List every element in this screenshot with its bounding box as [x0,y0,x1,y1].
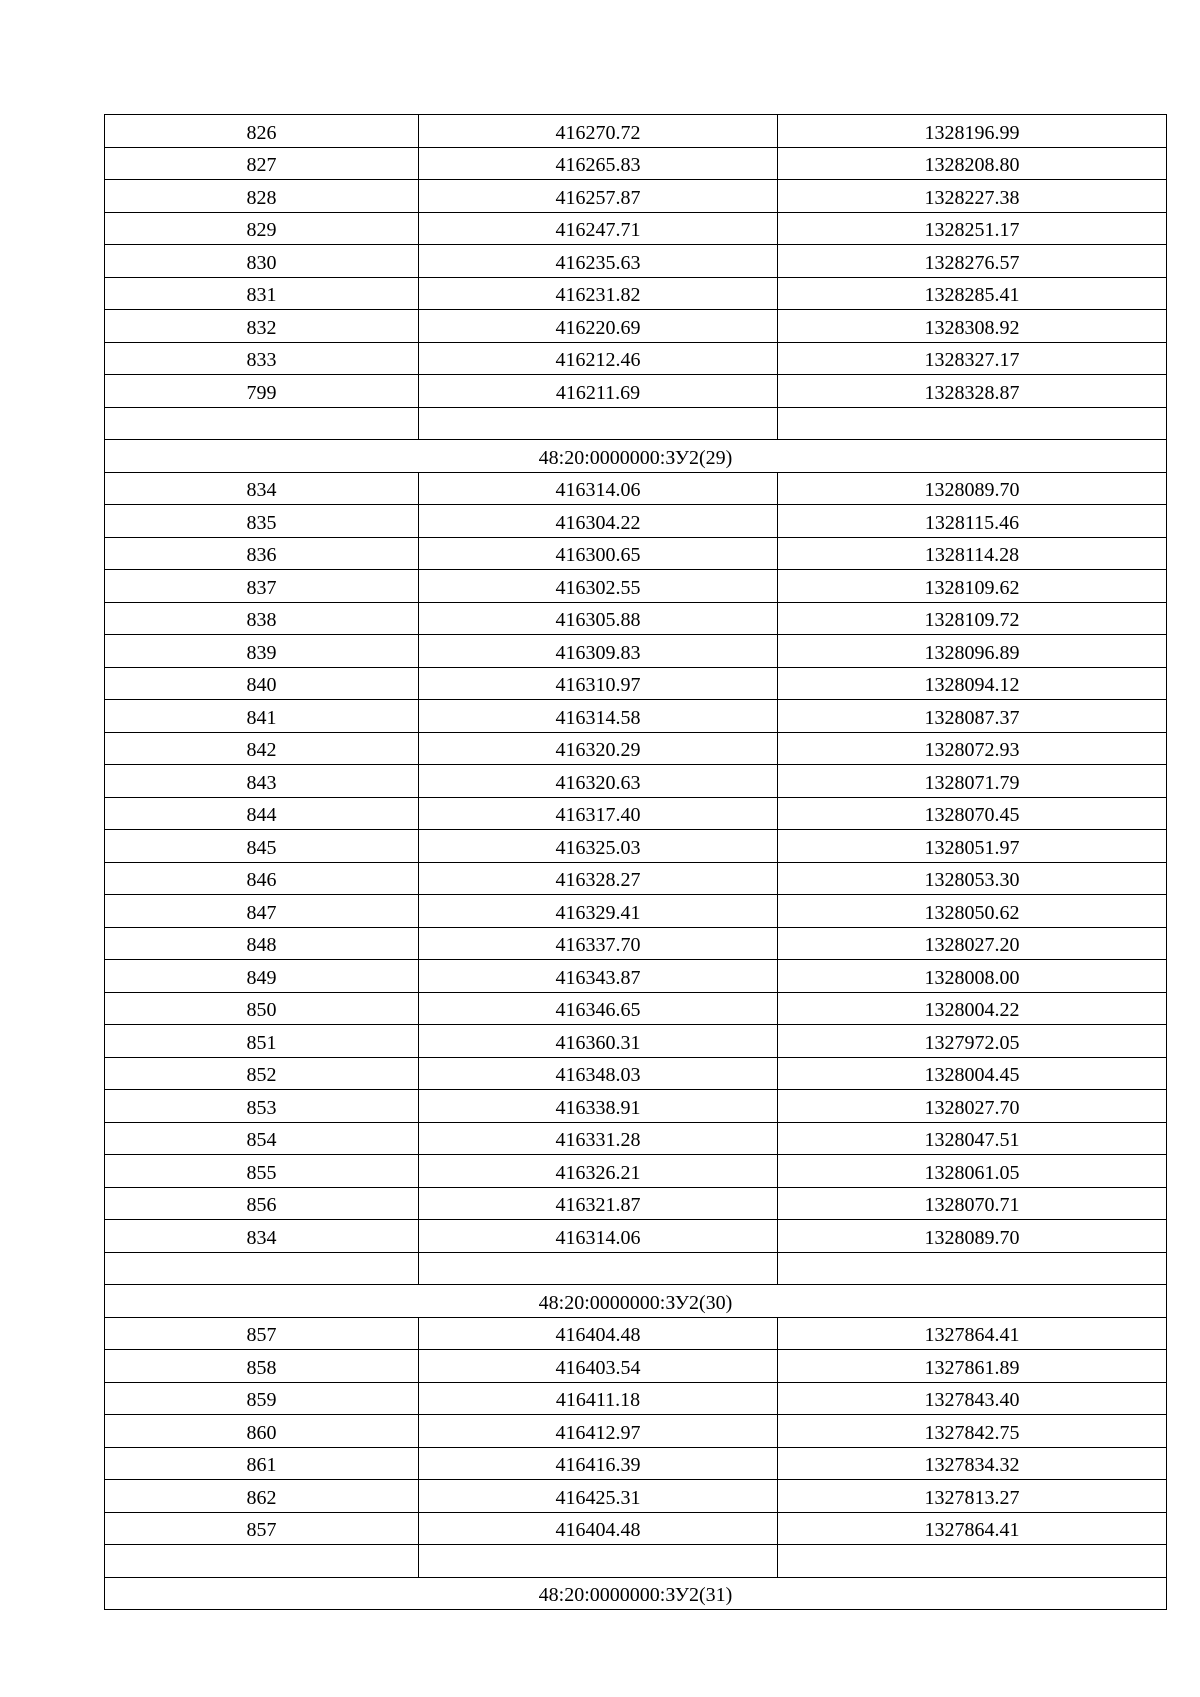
point-number-cell: 857 [105,1317,419,1350]
table-row [105,1220,1167,1253]
point-number-cell [105,1252,419,1285]
point-number-cell: 847 [105,895,419,928]
x-coordinate-cell [419,1545,778,1578]
table-row [105,115,1167,148]
point-number-cell: 830 [105,245,419,278]
table-row [105,180,1167,213]
table-row [105,797,1167,830]
point-number-cell: 853 [105,1090,419,1123]
point-number-cell: 826 [105,115,419,148]
y-coordinate-cell: 1328285.41 [778,277,1167,310]
y-coordinate-cell: 1328308.92 [778,310,1167,343]
y-coordinate-cell: 1327843.40 [778,1382,1167,1415]
y-coordinate-cell: 1328089.70 [778,472,1167,505]
y-coordinate-cell: 1328196.99 [778,115,1167,148]
table-row [105,505,1167,538]
y-coordinate-cell: 1328072.93 [778,732,1167,765]
x-coordinate-cell: 416412.97 [419,1415,778,1448]
point-number-cell: 852 [105,1057,419,1090]
table-row [105,1350,1167,1383]
table-row [105,1155,1167,1188]
y-coordinate-cell: 1328070.71 [778,1187,1167,1220]
y-coordinate-cell: 1328109.72 [778,602,1167,635]
table-row [105,342,1167,375]
point-number-cell [105,407,419,440]
table-row [105,862,1167,895]
point-number-cell: 843 [105,765,419,798]
section-header-row [105,1285,1167,1318]
x-coordinate-cell: 416310.97 [419,667,778,700]
x-coordinate-cell: 416220.69 [419,310,778,343]
point-number-cell: 838 [105,602,419,635]
table-row [105,830,1167,863]
x-coordinate-cell: 416320.63 [419,765,778,798]
table-row [105,635,1167,668]
table-row [105,1025,1167,1058]
y-coordinate-cell: 1328004.45 [778,1057,1167,1090]
point-number-cell: 832 [105,310,419,343]
x-coordinate-cell: 416425.31 [419,1480,778,1513]
x-coordinate-cell: 416321.87 [419,1187,778,1220]
point-number-cell: 860 [105,1415,419,1448]
y-coordinate-cell: 1328004.22 [778,992,1167,1025]
x-coordinate-cell: 416247.71 [419,212,778,245]
y-coordinate-cell: 1328094.12 [778,667,1167,700]
table-row [105,700,1167,733]
point-number-cell: 856 [105,1187,419,1220]
y-coordinate-cell: 1328089.70 [778,1220,1167,1253]
point-number-cell: 837 [105,570,419,603]
table-row [105,147,1167,180]
point-number-cell: 840 [105,667,419,700]
table-row [105,960,1167,993]
y-coordinate-cell: 1328027.70 [778,1090,1167,1123]
table-row [105,310,1167,343]
x-coordinate-cell [419,1252,778,1285]
y-coordinate-cell: 1328109.62 [778,570,1167,603]
table-row [105,1122,1167,1155]
point-number-cell: 844 [105,797,419,830]
point-number-cell: 835 [105,505,419,538]
y-coordinate-cell: 1328227.38 [778,180,1167,213]
x-coordinate-cell: 416231.82 [419,277,778,310]
x-coordinate-cell: 416404.48 [419,1512,778,1545]
x-coordinate-cell: 416309.83 [419,635,778,668]
table-row [105,1480,1167,1513]
x-coordinate-cell: 416348.03 [419,1057,778,1090]
point-number-cell: 846 [105,862,419,895]
point-number-cell: 834 [105,472,419,505]
table-row [105,927,1167,960]
point-number-cell: 858 [105,1350,419,1383]
point-number-cell: 857 [105,1512,419,1545]
x-coordinate-cell: 416314.06 [419,1220,778,1253]
x-coordinate-cell: 416338.91 [419,1090,778,1123]
table-row [105,895,1167,928]
y-coordinate-cell [778,1252,1167,1285]
x-coordinate-cell: 416270.72 [419,115,778,148]
x-coordinate-cell: 416346.65 [419,992,778,1025]
table-row [105,472,1167,505]
section-header-row [105,440,1167,473]
y-coordinate-cell: 1328087.37 [778,700,1167,733]
x-coordinate-cell: 416360.31 [419,1025,778,1058]
y-coordinate-cell: 1327861.89 [778,1350,1167,1383]
y-coordinate-cell: 1327972.05 [778,1025,1167,1058]
table-row [105,375,1167,408]
table-row [105,1415,1167,1448]
y-coordinate-cell: 1327834.32 [778,1447,1167,1480]
y-coordinate-cell: 1328251.17 [778,212,1167,245]
x-coordinate-cell: 416404.48 [419,1317,778,1350]
x-coordinate-cell: 416325.03 [419,830,778,863]
table-row [105,1090,1167,1123]
point-number-cell: 842 [105,732,419,765]
y-coordinate-cell: 1327842.75 [778,1415,1167,1448]
y-coordinate-cell: 1328327.17 [778,342,1167,375]
parcel-id-title: 48:20:0000000:ЗУ2(31) [105,1577,1167,1610]
point-number-cell: 855 [105,1155,419,1188]
table-row [105,277,1167,310]
y-coordinate-cell: 1328070.45 [778,797,1167,830]
x-coordinate-cell: 416235.63 [419,245,778,278]
section-header-row [105,1577,1167,1610]
empty-row [105,1545,1167,1578]
x-coordinate-cell: 416300.65 [419,537,778,570]
x-coordinate-cell: 416403.54 [419,1350,778,1383]
y-coordinate-cell: 1328276.57 [778,245,1167,278]
x-coordinate-cell: 416411.18 [419,1382,778,1415]
point-number-cell: 799 [105,375,419,408]
coordinates-table [104,114,1167,1610]
y-coordinate-cell [778,407,1167,440]
y-coordinate-cell [778,1545,1167,1578]
table-row [105,537,1167,570]
y-coordinate-cell: 1328115.46 [778,505,1167,538]
parcel-id-title: 48:20:0000000:ЗУ2(30) [105,1285,1167,1318]
point-number-cell: 850 [105,992,419,1025]
x-coordinate-cell: 416305.88 [419,602,778,635]
y-coordinate-cell: 1328114.28 [778,537,1167,570]
point-number-cell: 829 [105,212,419,245]
y-coordinate-cell: 1328051.97 [778,830,1167,863]
point-number-cell: 841 [105,700,419,733]
empty-row [105,1252,1167,1285]
point-number-cell: 862 [105,1480,419,1513]
point-number-cell: 861 [105,1447,419,1480]
table-row [105,570,1167,603]
y-coordinate-cell: 1328071.79 [778,765,1167,798]
y-coordinate-cell: 1328047.51 [778,1122,1167,1155]
point-number-cell: 848 [105,927,419,960]
x-coordinate-cell: 416326.21 [419,1155,778,1188]
point-number-cell: 851 [105,1025,419,1058]
x-coordinate-cell: 416257.87 [419,180,778,213]
table-row [105,1317,1167,1350]
table-row [105,602,1167,635]
y-coordinate-cell: 1328008.00 [778,960,1167,993]
point-number-cell: 833 [105,342,419,375]
table-row [105,1382,1167,1415]
table-row [105,765,1167,798]
coordinates-table-body [105,115,1167,1610]
table-row [105,1512,1167,1545]
table-row [105,1057,1167,1090]
y-coordinate-cell: 1327864.41 [778,1317,1167,1350]
x-coordinate-cell: 416320.29 [419,732,778,765]
x-coordinate-cell: 416328.27 [419,862,778,895]
y-coordinate-cell: 1328061.05 [778,1155,1167,1188]
x-coordinate-cell: 416304.22 [419,505,778,538]
point-number-cell: 836 [105,537,419,570]
x-coordinate-cell [419,407,778,440]
table-row [105,212,1167,245]
x-coordinate-cell: 416265.83 [419,147,778,180]
table-row [105,992,1167,1025]
point-number-cell: 827 [105,147,419,180]
x-coordinate-cell: 416331.28 [419,1122,778,1155]
point-number-cell: 849 [105,960,419,993]
x-coordinate-cell: 416337.70 [419,927,778,960]
x-coordinate-cell: 416302.55 [419,570,778,603]
x-coordinate-cell: 416343.87 [419,960,778,993]
y-coordinate-cell: 1327864.41 [778,1512,1167,1545]
point-number-cell: 845 [105,830,419,863]
point-number-cell: 828 [105,180,419,213]
y-coordinate-cell: 1328050.62 [778,895,1167,928]
point-number-cell: 854 [105,1122,419,1155]
empty-row [105,407,1167,440]
y-coordinate-cell: 1328053.30 [778,862,1167,895]
point-number-cell: 834 [105,1220,419,1253]
x-coordinate-cell: 416416.39 [419,1447,778,1480]
point-number-cell: 859 [105,1382,419,1415]
table-row [105,1187,1167,1220]
y-coordinate-cell: 1327813.27 [778,1480,1167,1513]
table-row [105,245,1167,278]
y-coordinate-cell: 1328096.89 [778,635,1167,668]
x-coordinate-cell: 416317.40 [419,797,778,830]
point-number-cell: 831 [105,277,419,310]
parcel-id-title: 48:20:0000000:ЗУ2(29) [105,440,1167,473]
x-coordinate-cell: 416314.58 [419,700,778,733]
y-coordinate-cell: 1328328.87 [778,375,1167,408]
table-row [105,667,1167,700]
point-number-cell [105,1545,419,1578]
x-coordinate-cell: 416329.41 [419,895,778,928]
table-row [105,732,1167,765]
table-row [105,1447,1167,1480]
x-coordinate-cell: 416211.69 [419,375,778,408]
x-coordinate-cell: 416212.46 [419,342,778,375]
y-coordinate-cell: 1328208.80 [778,147,1167,180]
y-coordinate-cell: 1328027.20 [778,927,1167,960]
point-number-cell: 839 [105,635,419,668]
x-coordinate-cell: 416314.06 [419,472,778,505]
